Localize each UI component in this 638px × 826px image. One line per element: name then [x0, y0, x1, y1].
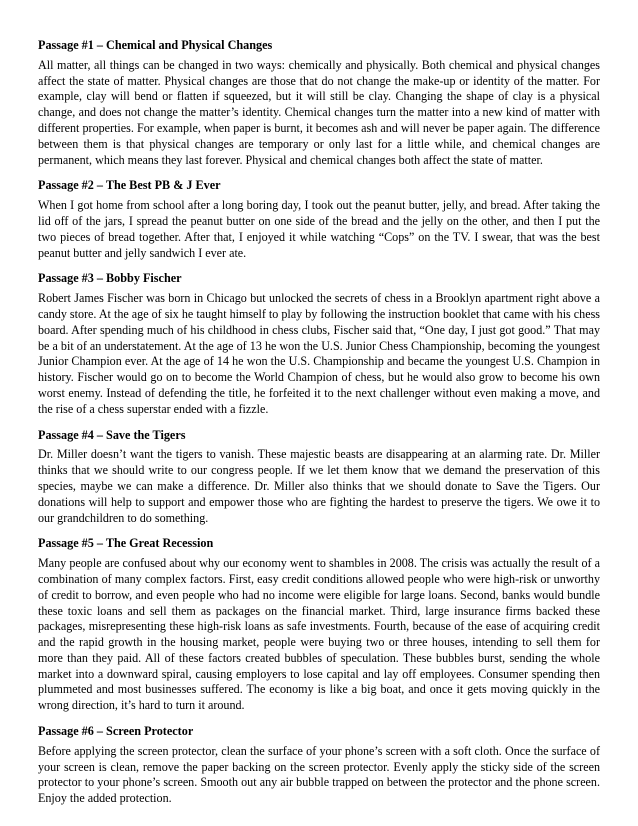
passage-3: [38, 271, 600, 417]
passage-body: Many people are confused about why our economy went to shambles in 2008. The crisis was actually the result of a combination of many complex factors. First, easy credit conditions allowed people who were high-risk or unworthy of credit to borrow, and even people who had no income were eligible for large loans. Second, banks would bundle these toxic loans and sell them as packages on the financial market. Third, large insurance firms backed these packages, misrepresenting these high-risk loans as safe investments. Fourth, because of the ease of acquiring credit and the rapid growth in the housing market, people were buying two or three houses, intending to sell them for more than they paid. All of these factors created bubbles of speculation. These bubbles burst, sending the whole market into a downward spiral, causing employers to lose capital and lay off employees. Consumer spending then plummeted and most businesses suffered. The economy is like a big boat, and once it gets moving quickly in the wrong direction, it’s hard to turn it around.: [38, 556, 600, 713]
passage-6: [38, 724, 600, 807]
passage-1: [38, 38, 600, 168]
passage-body: All matter, all things can be changed in two ways: chemically and physically. Both chemical and physical changes affect the state of matter. Physical changes are those that do not change the make-up or identity of the matter. For example, clay will bend or flatten if squeezed, but it will still be clay. Changing the shape of clay is a physical change, and does not change the matter’s identity. Chemical changes turn the matter into a new kind of matter with different properties. For example, when paper is burnt, it becomes ash and will never be paper again. The difference between them is that physical changes are temporary or only last for a little while, and chemical changes are permanent, which means they last forever. Physical and chemical changes both affect the state of matter.: [38, 57, 600, 167]
passage-title: Passage #2 – The Best PB & J Ever: [38, 178, 221, 193]
passage-5: [38, 536, 600, 714]
passage-title: Passage #5 – The Great Recession: [38, 536, 214, 551]
passage-body: Before applying the screen protector, clean the surface of your phone’s screen with a soft cloth. Once the surface of your screen is clean, remove the paper backing on the screen protector. Evenly apply the sticky side of the screen protector to your phone’s screen. Smooth out any air bubble trapped on between the protector and the phone screen. Enjoy the added protection.: [38, 743, 600, 806]
passage-2: [38, 178, 600, 261]
passage-title: Passage #6 – Screen Protector: [38, 724, 194, 739]
passage-body: Dr. Miller doesn’t want the tigers to vanish. These majestic beasts are disappearing at an alarming rate. Dr. Miller thinks that we should write to our congress people. If we let them know that we demand the preservation of this species, maybe we can make a difference. Dr. Miller also thinks that we should donate to Save the Tigers. Our donations will help to support and empower those who are fighting the hardest to preserve the tigers. We owe it to our grandchildren to do something.: [38, 447, 600, 525]
passage-body: Robert James Fischer was born in Chicago but unlocked the secrets of chess in a Brooklyn apartment right above a candy store. At the age of six he taught himself to play by following the instruction booklet that came with his chess board. After spending much of his childhood in chess clubs, Fischer said that, “One day, I just got good.” That may be a bit of an understatement. At the age of 13 he won the U.S. Junior Chess Championship, becoming the youngest Junior Champion ever. At the age of 14 he won the U.S. Championship and became the youngest U.S. Champion in history. Fischer would go on to become the World Champion of chess, but he would also grow to become his own worst enemy. Instead of defending the title, he forfeited it to the next challenger without even making a move, and the rise of a chess superstar ended with a fizzle.: [38, 291, 600, 416]
passage-body: When I got home from school after a long boring day, I took out the peanut butter, jelly, and bread. After taking the lid off of the jars, I spread the peanut butter on one side of the bread and the jelly on the other, and then I put the two pieces of bread together. After that, I enjoyed it while watching “Cops” on the TV. I swear, that was the best peanut butter and jelly sandwich I ever ate.: [38, 198, 600, 260]
passage-4: [38, 428, 600, 527]
passage-title: Passage #4 – Save the Tigers: [38, 427, 186, 442]
passage-title: Passage #1 – Chemical and Physical Changes: [38, 38, 273, 52]
passage-title: Passage #3 – Bobby Fischer: [38, 271, 182, 286]
